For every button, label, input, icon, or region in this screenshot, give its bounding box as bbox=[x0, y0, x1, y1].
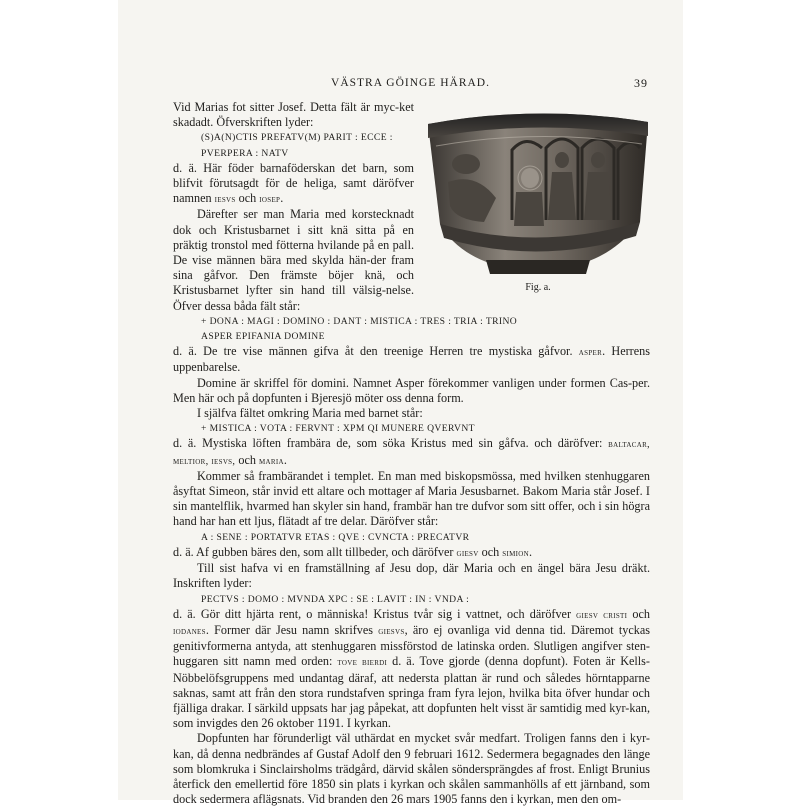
running-title: VÄSTRA GÖINGE HÄRAD. bbox=[331, 77, 490, 89]
text-run: . bbox=[529, 544, 533, 559]
body-text bbox=[173, 100, 650, 807]
inscription-line: ASPER EPIFANIA DOMINE bbox=[201, 331, 325, 343]
text-run: och bbox=[627, 606, 650, 621]
name-run: iodanes bbox=[173, 625, 206, 637]
page-number: 39 bbox=[634, 76, 648, 90]
name-run: giesvs bbox=[378, 625, 405, 637]
name-run: iesvs bbox=[214, 194, 236, 206]
paragraph: Kommer så frambärandet i templet. En man med biskopsmössa, med hvilken stenhuggaren åsyftat Simeon, står invid ett altare och mottager af Maria Jesusbarnet. Bakom Maria står Josef. I sin mantelflik, hvarmed han skyler sin hand, frambär han tre dufvor som sitt offer, och i sin högra hand har han ett ljus, flätadt af tre delar. Däröfver står: bbox=[173, 468, 650, 529]
text-run: , äro ej ovanliga vid denna tid. Däremot tyckas genitivformerna antyda, att stenhuggaren missförstod de latinska orden. Slutligen angifver sten-huggaren sitt namn med orden: bbox=[173, 622, 650, 669]
paragraph: Till sist hafva vi en framställning af Jesu dop, där Maria och en ängel bära Jesu dräkt. Inskriften lyder: bbox=[173, 561, 650, 591]
name-run: iosep bbox=[259, 194, 281, 206]
text-run: d. ä. Af gubben bäres den, som allt tillbeder, och däröfver bbox=[173, 544, 457, 559]
name-run: simion bbox=[502, 547, 529, 559]
text-run: d. ä. Gör ditt hjärta rent, o människa! Kristus tvår sig i vattnet, och däröfver bbox=[173, 606, 577, 621]
baptismal-font-photo-icon bbox=[426, 102, 650, 274]
text-run: . bbox=[283, 452, 287, 467]
name-run: giesv cristi bbox=[576, 609, 628, 621]
book-page bbox=[118, 0, 683, 807]
paragraph bbox=[173, 607, 650, 732]
figure-a bbox=[426, 102, 650, 292]
name-run: baltacar, meltior, iesvs, bbox=[173, 439, 650, 467]
figure-caption: Fig. a. bbox=[525, 282, 551, 293]
paragraph bbox=[173, 436, 650, 468]
paragraph bbox=[173, 344, 650, 375]
inscription-line: PVERPERA : NATV bbox=[201, 147, 289, 159]
inscription-line: + MISTICA : VOTA : FERVNT : XPM QI MUNERE QVERVNT bbox=[201, 423, 475, 435]
text-run: d. ä. Här föder barnaföderskan det barn, som blifvit förutsagdt för de heliga, samt däröfver namnen bbox=[173, 160, 414, 206]
running-header bbox=[173, 76, 648, 92]
inscription-line: (S)A(N)CTIS PREFATV(M) PARIT : ECCE : bbox=[201, 132, 393, 144]
text-run: d. ä. Mystiska löften frambära de, som söka Kristus med sin gåfva. och däröfver: bbox=[173, 436, 609, 451]
text-run: . bbox=[280, 191, 284, 206]
paragraph: Dopfunten har förunderligt väl uthärdat en mycket svår medfart. Troligen fanns den i kyr-kan, då denna nedbrändes af Gustaf Adolf den 9 februari 1612. Sedermera begagnades den länge som blomkruka i Sinclairsholms trädgård, därvid skålen söndersprängdes af frost. Enligt Brunius återfick den emellertid före 1850 sin plats i kyrkan och skålen sammanhölls af ett järnband, som dock sedermera aflägsnats. Vid branden den 26 mars 1905 fanns den i kyrkan, men den om- bbox=[173, 731, 650, 807]
name-run: asper bbox=[578, 347, 603, 359]
name-run: maria bbox=[259, 455, 284, 467]
paragraph: Därefter ser man Maria med korstecknadt dok och Kristusbarnet i sitt knä sitta på en präktig tronstol med fötterna hvilande på en pall. De vise männen bära med skylda hän-der fram sina gåfvor. Den främste böjer knä, och Kristusbarnet lyfter sin hand till välsig-nelse. Öfver dessa båda fält står: bbox=[173, 207, 414, 313]
paragraph: Vid Marias fot sitter Josef. Detta fält är myc-ket skadadt. Öfverskriften lyder: bbox=[173, 100, 414, 130]
paragraph bbox=[173, 545, 650, 561]
text-run: . Herrens uppenbarelse. bbox=[173, 344, 650, 375]
name-run: giesv bbox=[456, 547, 479, 559]
paragraph: Domine är skriffel för domini. Namnet Asper förekommer vanligen under formen Cas-per. Men här och på dopfunten i Bjeresjö möter oss denna form. bbox=[173, 375, 650, 405]
text-run: och bbox=[235, 452, 259, 467]
name-run: tove bierdi bbox=[337, 657, 388, 669]
inscription-line: + DONA : MAGI : DOMINO : DANT : MISTICA : TRES : TRIA : TRINO bbox=[201, 315, 518, 327]
inscription-line: PECTVS : DOMO : MVNDA XPC : SE : LAVIT : IN : VNDA : bbox=[201, 593, 470, 605]
text-run: d. ä. De tre vise männen gifva åt den treenige Herren tre mystiska gåfvor. bbox=[173, 344, 579, 359]
text-run: . Former där Jesu namn skrifves bbox=[205, 622, 379, 637]
text-run: och bbox=[478, 544, 503, 559]
text-run: d. ä. Tove gjorde (denna dopfunt). Foten är Kells-Nöbbelöfsgruppens med undantag däraf, att nedersta plattan är rund och således hörntapparne saknas, samt att från den stora rundstafven springa fram fyra lejon, hvilka bita öfver hundar och fjälliga drakar. I särkild uppsats har jag påpekat, att dopfunten helt visst är samtidig med kyr-kan, som invigdes den 26 oktober 1191. I kyrkan. bbox=[173, 654, 650, 731]
inscription-line: A : SENE : PORTATVR ETAS : QVE : CVNCTA : PRECATVR bbox=[201, 531, 470, 543]
paragraph: I själfva fältet omkring Maria med barnet står: bbox=[197, 406, 423, 421]
text-run: och bbox=[235, 191, 260, 206]
